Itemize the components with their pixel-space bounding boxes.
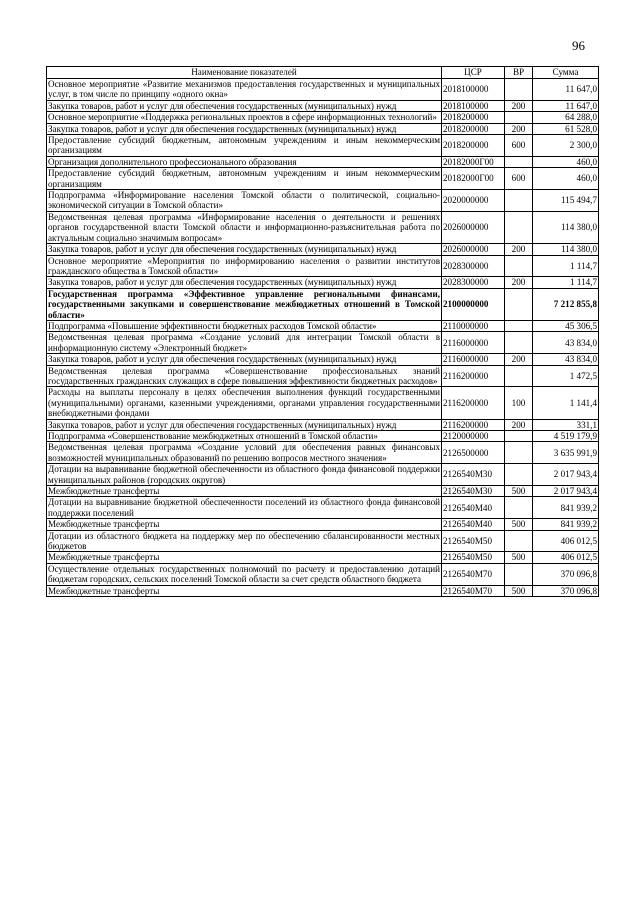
row-name-cell: Основное мероприятие «Развитие механизмов предоставления государственных и муниципальных услуг, в том числе по принципу «одного окна»	[48, 79, 440, 100]
row-code-cell: 2116200000	[442, 419, 505, 430]
row-code-cell: 2100000000	[442, 288, 505, 320]
row-code-cell: 2116000000	[442, 354, 505, 365]
row-code-cell: 2018200000	[442, 135, 505, 157]
row-code-cell: 2018200000	[442, 123, 505, 134]
table-row	[47, 486, 599, 497]
row-vr-cell	[505, 288, 533, 320]
row-vr-cell	[505, 255, 533, 277]
row-vr-cell	[505, 112, 533, 123]
row-vr-cell: 600	[505, 135, 533, 157]
row-vr-cell: 500	[505, 585, 533, 596]
row-sum-cell: 331,1	[533, 419, 599, 430]
header-sum: Сумма	[533, 67, 599, 79]
table-row	[47, 431, 599, 442]
row-vr-cell	[505, 497, 533, 519]
table-row	[47, 100, 599, 111]
table-row	[47, 419, 599, 430]
row-vr-cell: 500	[505, 519, 533, 530]
row-vr-cell: 100	[505, 387, 533, 419]
row-name-cell: Межбюджетные трансферты	[47, 585, 442, 596]
row-sum-cell: 841 939,2	[533, 519, 599, 530]
row-name-cell: Закупка товаров, работ и услуг для обеспечения государственных (муниципальных) нужд	[47, 100, 442, 111]
row-sum-cell: 2 300,0	[533, 135, 599, 157]
table-row	[47, 168, 599, 190]
row-sum-cell: 61 528,0	[533, 123, 599, 134]
table-header-row	[47, 67, 599, 79]
row-name-cell: Ведомственная целевая программа «Информирование населения о деятельности и решениях органов государственной власти Томской области и информационно-разъяснительная работа по актуальным социально значимым вопросам»	[48, 211, 440, 243]
row-code-cell: 2116000000	[442, 332, 505, 354]
row-sum-cell: 64 288,0	[533, 112, 599, 123]
row-name-cell: Закупка товаров, работ и услуг для обеспечения государственных (муниципальных) нужд	[47, 354, 442, 365]
row-name-cell: Межбюджетные трансферты	[47, 552, 442, 563]
table-row	[47, 190, 599, 212]
table-row	[47, 354, 599, 365]
table-row	[47, 552, 599, 563]
row-code-cell: 2018100000	[442, 100, 505, 111]
row-name-cell: Предоставление субсидий бюджетным, автономным учреждениям и иным некоммерческим организациям	[48, 168, 440, 189]
table-row	[47, 585, 599, 596]
row-code-cell: 2126540М40	[442, 519, 505, 530]
row-vr-cell: 600	[505, 168, 533, 190]
row-name-cell: Закупка товаров, работ и услуг для обеспечения государственных (муниципальных) нужд	[47, 419, 442, 430]
row-sum-cell: 4 519 179,9	[533, 431, 599, 442]
table-row	[47, 211, 599, 243]
row-name-cell: Расходы на выплаты персоналу в целях обеспечения выполнения функций государственными (муниципальными) органами, казенными учреждениями, органами управления государственными внебюджетными фондами	[48, 387, 440, 419]
table-row	[47, 387, 599, 419]
row-vr-cell	[505, 464, 533, 486]
row-code-cell: 20182000Г00	[442, 156, 505, 167]
row-name-cell: Закупка товаров, работ и услуг для обеспечения государственных (муниципальных) нужд	[47, 277, 442, 288]
table-row	[47, 244, 599, 255]
table-row	[47, 277, 599, 288]
row-vr-cell: 200	[505, 100, 533, 111]
row-vr-cell: 500	[505, 486, 533, 497]
row-vr-cell: 200	[505, 123, 533, 134]
row-sum-cell: 43 834,0	[533, 332, 599, 354]
row-sum-cell: 114 380,0	[533, 244, 599, 255]
row-vr-cell	[505, 365, 533, 387]
row-code-cell: 2126540М70	[442, 585, 505, 596]
row-sum-cell: 460,0	[533, 168, 599, 190]
row-code-cell: 2018200000	[442, 112, 505, 123]
row-sum-cell: 841 939,2	[533, 497, 599, 519]
row-vr-cell	[505, 320, 533, 331]
row-sum-cell: 1 141,4	[533, 387, 599, 419]
row-name-cell: Организация дополнительного профессионального образования	[47, 156, 442, 167]
row-vr-cell	[505, 332, 533, 354]
row-code-cell: 2110000000	[442, 320, 505, 331]
row-name-cell: Дотации из областного бюджета на поддержку мер по обеспечению сбалансированности местных бюджетов	[48, 530, 440, 552]
header-name: Наименование показателей	[47, 67, 442, 79]
row-code-cell: 2120000000	[442, 431, 505, 442]
table-row	[47, 255, 599, 277]
row-name-cell: Ведомственная целевая программа «Создание условий для обеспечения равных финансовых возможностей муниципальных образований по решению вопросов местного значения»	[48, 442, 440, 463]
row-code-cell: 2116200000	[442, 387, 505, 419]
row-vr-cell: 200	[505, 419, 533, 430]
row-sum-cell: 370 096,8	[533, 563, 599, 585]
table-row	[47, 563, 599, 585]
row-code-cell: 2126540М30	[442, 486, 505, 497]
row-code-cell: 2116200000	[442, 365, 505, 387]
row-name-cell: Ведомственная целевая программа «Создание условий для интеграции Томской области в информационную систему «Электронный бюджет»	[48, 332, 440, 353]
row-sum-cell: 1 472,5	[533, 365, 599, 387]
row-name-cell: Ведомственная целевая программа «Совершенствование профессиональных знаний государственных гражданских служащих в сфере повышения эффективности бюджетных расходов»	[48, 365, 440, 386]
row-code-cell: 2026000000	[442, 211, 505, 243]
row-vr-cell	[505, 563, 533, 585]
row-code-cell: 2028300000	[442, 255, 505, 277]
row-code-cell: 2126540М30	[442, 464, 505, 486]
row-code-cell: 2126540М70	[442, 563, 505, 585]
row-sum-cell: 45 306,5	[533, 320, 599, 331]
row-sum-cell: 7 212 855,8	[533, 288, 599, 320]
row-code-cell: 2028300000	[442, 277, 505, 288]
table-row	[47, 530, 599, 552]
row-vr-cell	[505, 211, 533, 243]
row-sum-cell: 115 494,7	[533, 190, 599, 212]
row-name-cell: Закупка товаров, работ и услуг для обеспечения государственных (муниципальных) нужд	[47, 123, 442, 134]
row-sum-cell: 1 114,7	[533, 277, 599, 288]
row-vr-cell	[505, 190, 533, 212]
row-code-cell: 2126500000	[442, 442, 505, 464]
row-sum-cell: 1 114,7	[533, 255, 599, 277]
row-sum-cell: 43 834,0	[533, 354, 599, 365]
row-code-cell: 2126540М50	[442, 552, 505, 563]
row-code-cell: 20182000Г00	[442, 168, 505, 190]
budget-table	[46, 66, 599, 597]
row-name-cell: Межбюджетные трансферты	[47, 486, 442, 497]
row-code-cell: 2126540М50	[442, 530, 505, 552]
table-row	[47, 156, 599, 167]
row-vr-cell: 500	[505, 552, 533, 563]
header-code: ЦСР	[442, 67, 505, 79]
row-name-cell: Подпрограмма «Повышение эффективности бюджетных расходов Томской области»	[47, 320, 442, 331]
row-sum-cell: 11 647,0	[533, 100, 599, 111]
row-vr-cell: 200	[505, 277, 533, 288]
row-sum-cell: 2 017 943,4	[533, 486, 599, 497]
header-vr: ВР	[505, 67, 533, 79]
row-name-cell: Закупка товаров, работ и услуг для обеспечения государственных (муниципальных) нужд	[47, 244, 442, 255]
row-code-cell: 2126540М40	[442, 497, 505, 519]
row-code-cell: 2020000000	[442, 190, 505, 212]
row-vr-cell: 200	[505, 354, 533, 365]
row-sum-cell: 3 635 991,9	[533, 442, 599, 464]
row-name-cell: Осуществление отдельных государственных полномочий по расчету и предоставлению дотаций бюджетам городских, сельских поселений Томской области за счет средств областного бюджета	[48, 563, 440, 585]
row-name-cell: Предоставление субсидий бюджетным, автономным учреждениям и иным некоммерческим организациям	[48, 135, 440, 156]
row-vr-cell	[505, 156, 533, 167]
table-row	[47, 135, 599, 157]
table-body	[47, 79, 599, 597]
row-name-cell: Дотации на выравнивание бюджетной обеспеченности из областного фонда финансовой поддержки муниципальных районов (городских округов)	[48, 464, 440, 485]
row-name-cell: Межбюджетные трансферты	[47, 519, 442, 530]
table-row	[47, 288, 599, 320]
table-row	[47, 332, 599, 354]
row-name-cell: Основное мероприятие «Поддержка региональных проектов в сфере информационных технологий»	[47, 112, 442, 123]
row-name-cell: Дотации на выравнивание бюджетной обеспеченности поселений из областного фонда финансовой поддержки поселений	[48, 497, 440, 518]
row-code-cell: 2026000000	[442, 244, 505, 255]
row-sum-cell: 370 096,8	[533, 585, 599, 596]
row-code-cell: 2018100000	[442, 79, 505, 101]
row-name-cell: Подпрограмма «Информирование населения Томской области о политической, социально-экономической ситуации в Томской области»	[48, 190, 440, 211]
row-vr-cell	[505, 431, 533, 442]
row-vr-cell	[505, 79, 533, 101]
row-sum-cell: 406 012,5	[533, 530, 599, 552]
row-sum-cell: 406 012,5	[533, 552, 599, 563]
table-row	[47, 112, 599, 123]
table-row	[47, 519, 599, 530]
table-row	[47, 320, 599, 331]
table-row	[47, 464, 599, 486]
table-row	[47, 79, 599, 101]
page-number: 96	[572, 38, 585, 53]
row-vr-cell	[505, 442, 533, 464]
row-sum-cell: 114 380,0	[533, 211, 599, 243]
table-row	[47, 497, 599, 519]
row-vr-cell	[505, 530, 533, 552]
row-vr-cell: 200	[505, 244, 533, 255]
table-row	[47, 442, 599, 464]
table-row	[47, 365, 599, 387]
row-sum-cell: 2 017 943,4	[533, 464, 599, 486]
row-name-cell: Подпрограмма «Совершенствование межбюджетных отношений в Томской области»	[47, 431, 442, 442]
row-sum-cell: 11 647,0	[533, 79, 599, 101]
row-sum-cell: 460,0	[533, 156, 599, 167]
row-name-cell: Основное мероприятие «Мероприятия по информированию населения о развитии институтов гражданского общества в Томской области»	[48, 255, 440, 276]
row-name-cell: Государственная программа «Эффективное управление региональными финансами, государственными закупками и совершенствование межбюджетных отношений в Томской области»	[48, 288, 440, 320]
table-row	[47, 123, 599, 134]
